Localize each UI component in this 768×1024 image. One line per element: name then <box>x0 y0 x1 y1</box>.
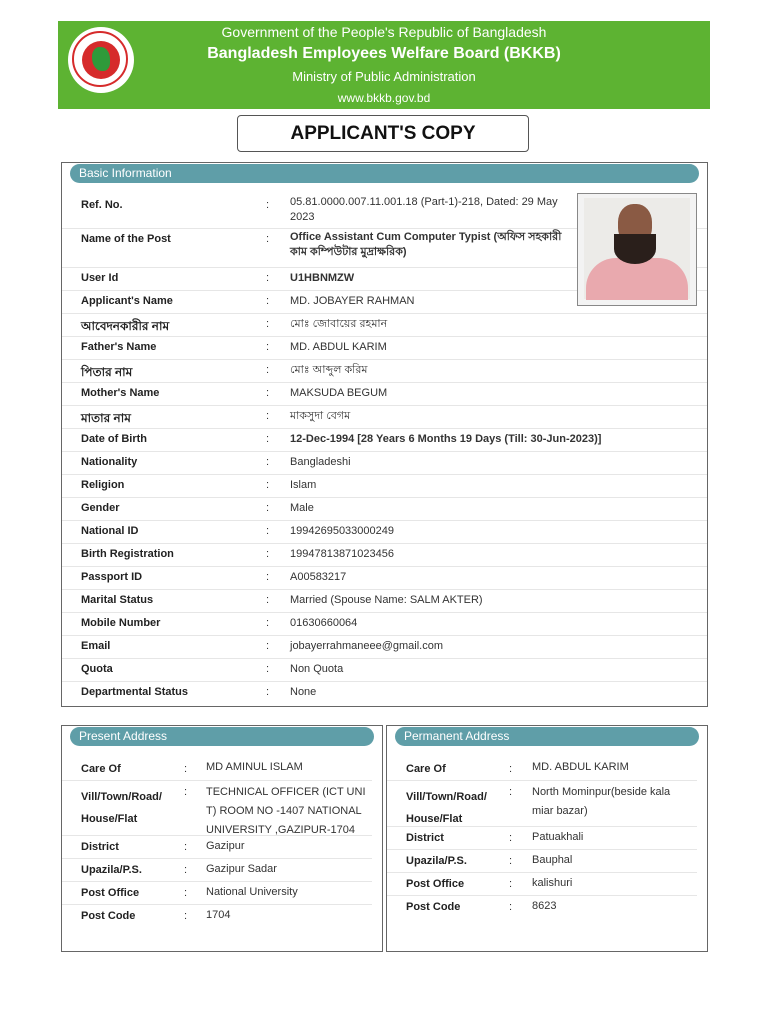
permanent-label-district: District <box>406 832 444 844</box>
present-label-care-of: Care Of <box>81 763 121 775</box>
row-father-name-bn: পিতার নাম : মোঃ আব্দুল করিম <box>62 359 707 383</box>
permanent-label-upazila: Upazila/P.S. <box>406 855 467 867</box>
row-passport-id: Passport ID : A00583217 <box>62 566 707 590</box>
label-father-name-bn: পিতার নাম <box>81 365 133 379</box>
row-user-id: User Id : U1HBNMZW <box>62 267 707 291</box>
present-address-panel <box>61 725 383 952</box>
header-government-line: Government of the People's Republic of Bangladesh <box>221 24 547 40</box>
row-applicant-name: Applicant's Name : MD. JOBAYER RAHMAN <box>62 290 707 314</box>
label-mother-name-bn: মাতার নাম <box>81 411 131 425</box>
permanent-address-heading: Permanent Address <box>395 727 699 746</box>
row-birth-registration: Birth Registration : 19947813871023456 <box>62 543 707 567</box>
row-gender: Gender : Male <box>62 497 707 521</box>
label-mother-name: Mother's Name <box>81 387 160 399</box>
row-post-name: Name of the Post : Office Assistant Cum Computer Typist (অফিস সহকারী কাম কম্পিউটার মুদ্রাক্ষরিক) <box>62 228 707 268</box>
permanent-value-address: North Mominpur(beside kala miar bazar) <box>532 786 671 817</box>
row-religion: Religion : Islam <box>62 474 707 498</box>
permanent-row-post-office: Post Office : kalishuri <box>387 872 697 896</box>
value-national-id: 19942695033000249 <box>290 525 395 537</box>
header-banner <box>58 21 710 109</box>
value-passport-id: A00583217 <box>290 571 347 583</box>
header-website[interactable]: www.bkkb.gov.bd <box>337 91 431 105</box>
present-row-district: District : Gazipur <box>62 835 372 859</box>
permanent-value-district: Patuakhali <box>532 831 584 843</box>
permanent-row-upazila: Upazila/P.S. : Bauphal <box>387 849 697 873</box>
value-birth-registration: 19947813871023456 <box>290 548 395 560</box>
label-birth-registration: Birth Registration <box>81 548 174 560</box>
label-religion: Religion <box>81 479 125 491</box>
value-religion: Islam <box>290 479 317 491</box>
label-email: Email <box>81 640 111 652</box>
permanent-value-upazila: Bauphal <box>532 854 573 866</box>
basic-information-heading: Basic Information <box>70 164 699 183</box>
label-quota: Quota <box>81 663 113 675</box>
present-label-district: District <box>81 841 119 853</box>
label-marital-status: Marital Status <box>81 594 154 606</box>
present-row-address: Vill/Town/Road/ House/Flat : TECHNICAL OFFICER (ICT UNI T) ROOM NO -1407 NATIONAL UNIVERSITY ,GAZIPUR-1704 <box>62 780 372 836</box>
label-father-name: Father's Name <box>81 341 157 353</box>
present-label-post-office: Post Office <box>81 887 140 899</box>
value-email: jobayerrahmaneee@gmail.com <box>290 640 444 652</box>
row-ref-no: Ref. No. : 05.81.0000.007.11.001.18 (Part-1)-218, Dated: 29 May 2023 <box>62 194 707 229</box>
value-father-name: MD. ABDUL KARIM <box>290 341 387 353</box>
permanent-value-post-office: kalishuri <box>532 877 573 889</box>
permanent-label-care-of: Care Of <box>406 763 446 775</box>
value-post-name: Office Assistant Cum Computer Typist (অফিস সহকারী কাম কম্পিউটার মুদ্রাক্ষরিক) <box>290 231 562 258</box>
row-departmental-status: Departmental Status : None <box>81 686 317 698</box>
applicants-copy-title: APPLICANT'S COPY <box>237 115 529 152</box>
label-ref-no: Ref. No. <box>81 199 123 211</box>
value-applicant-name: MD. JOBAYER RAHMAN <box>290 295 415 307</box>
present-value-post-code: 1704 <box>206 909 231 921</box>
permanent-label-post-code: Post Code <box>406 901 461 913</box>
value-mobile-number: 01630660064 <box>290 617 358 629</box>
row-father-name: Father's Name : MD. ABDUL KARIM <box>62 336 707 360</box>
present-value-district: Gazipur <box>206 840 245 852</box>
label-applicant-name-bn: আবেদনকারীর নাম <box>81 319 170 333</box>
label-national-id: National ID <box>81 525 139 537</box>
present-label-upazila: Upazila/P.S. <box>81 864 142 876</box>
present-row-post-code: Post Code : 1704 <box>81 909 231 922</box>
label-gender: Gender <box>81 502 120 514</box>
label-nationality: Nationality <box>81 456 138 468</box>
permanent-address-panel <box>386 725 708 952</box>
value-ref-no: 05.81.0000.007.11.001.18 (Part-1)-218, Dated: 29 May 2023 <box>290 196 558 223</box>
present-row-care-of: Care Of : MD AMINUL ISLAM <box>62 757 372 781</box>
row-mother-name-bn: মাতার নাম : মাকসুদা বেগম <box>62 405 707 429</box>
label-date-of-birth: Date of Birth <box>81 433 147 445</box>
present-address-heading: Present Address <box>70 727 374 746</box>
present-value-address: TECHNICAL OFFICER (ICT UNI T) ROOM NO -1407 NATIONAL UNIVERSITY ,GAZIPUR-1704 <box>206 786 366 836</box>
value-applicant-name-bn: মোঃ জোবায়ের রহমান <box>290 318 388 330</box>
row-marital-status: Marital Status : Married (Spouse Name: SALM AKTER) <box>62 589 707 613</box>
label-applicant-name: Applicant's Name <box>81 295 173 307</box>
label-passport-id: Passport ID <box>81 571 143 583</box>
label-departmental-status: Departmental Status <box>81 686 188 698</box>
permanent-row-address: Vill/Town/Road/ House/Flat : North Mominpur(beside kala miar bazar) <box>387 780 697 827</box>
present-label-post-code: Post Code <box>81 910 136 922</box>
present-value-post-office: National University <box>206 886 298 898</box>
row-applicant-name-bn: আবেদনকারীর নাম : মোঃ জোবায়ের রহমান <box>62 313 707 337</box>
row-mother-name: Mother's Name : MAKSUDA BEGUM <box>62 382 707 406</box>
value-nationality: Bangladeshi <box>290 456 351 468</box>
permanent-row-post-code: Post Code : 8623 <box>406 900 557 913</box>
row-email: Email : jobayerrahmaneee@gmail.com <box>62 635 707 659</box>
value-mother-name: MAKSUDA BEGUM <box>290 387 388 399</box>
permanent-row-care-of: Care Of : MD. ABDUL KARIM <box>387 757 697 781</box>
value-date-of-birth: 12-Dec-1994 [28 Years 6 Months 19 Days (Till: 30-Jun-2023)] <box>290 433 602 445</box>
value-marital-status: Married (Spouse Name: SALM AKTER) <box>290 594 483 606</box>
present-row-post-office: Post Office : National University <box>62 881 372 905</box>
row-nationality: Nationality : Bangladeshi <box>62 451 707 475</box>
permanent-value-post-code: 8623 <box>532 900 557 912</box>
present-value-upazila: Gazipur Sadar <box>206 863 277 875</box>
applicant-photo <box>577 193 697 306</box>
row-mobile-number: Mobile Number : 01630660064 <box>62 612 707 636</box>
value-quota: Non Quota <box>290 663 344 675</box>
header-ministry: Ministry of Public Administration <box>292 69 476 84</box>
label-user-id: User Id <box>81 272 119 284</box>
value-gender: Male <box>290 502 314 514</box>
header-board-name: Bangladesh Employees Welfare Board (BKKB) <box>207 45 561 62</box>
present-row-upazila: Upazila/P.S. : Gazipur Sadar <box>62 858 372 882</box>
permanent-value-care-of: MD. ABDUL KARIM <box>532 761 629 773</box>
label-mobile-number: Mobile Number <box>81 617 161 629</box>
label-post-name: Name of the Post <box>81 233 171 245</box>
value-mother-name-bn: মাকসুদা বেগম <box>290 410 351 422</box>
permanent-row-district: District : Patuakhali <box>387 826 697 850</box>
row-quota: Quota : Non Quota <box>62 658 707 682</box>
permanent-label-address: Vill/Town/Road/ House/Flat <box>406 791 487 825</box>
value-father-name-bn: মোঃ আব্দুল করিম <box>290 364 368 376</box>
value-departmental-status: None <box>290 686 317 698</box>
present-label-address: Vill/Town/Road/ House/Flat <box>81 791 162 825</box>
present-value-care-of: MD AMINUL ISLAM <box>206 761 303 773</box>
row-date-of-birth: Date of Birth : 12-Dec-1994 [28 Years 6 Months 19 Days (Till: 30-Jun-2023)] <box>62 428 707 452</box>
row-national-id: National ID : 19942695033000249 <box>62 520 707 544</box>
value-user-id: U1HBNMZW <box>290 272 355 284</box>
permanent-label-post-office: Post Office <box>406 878 465 890</box>
